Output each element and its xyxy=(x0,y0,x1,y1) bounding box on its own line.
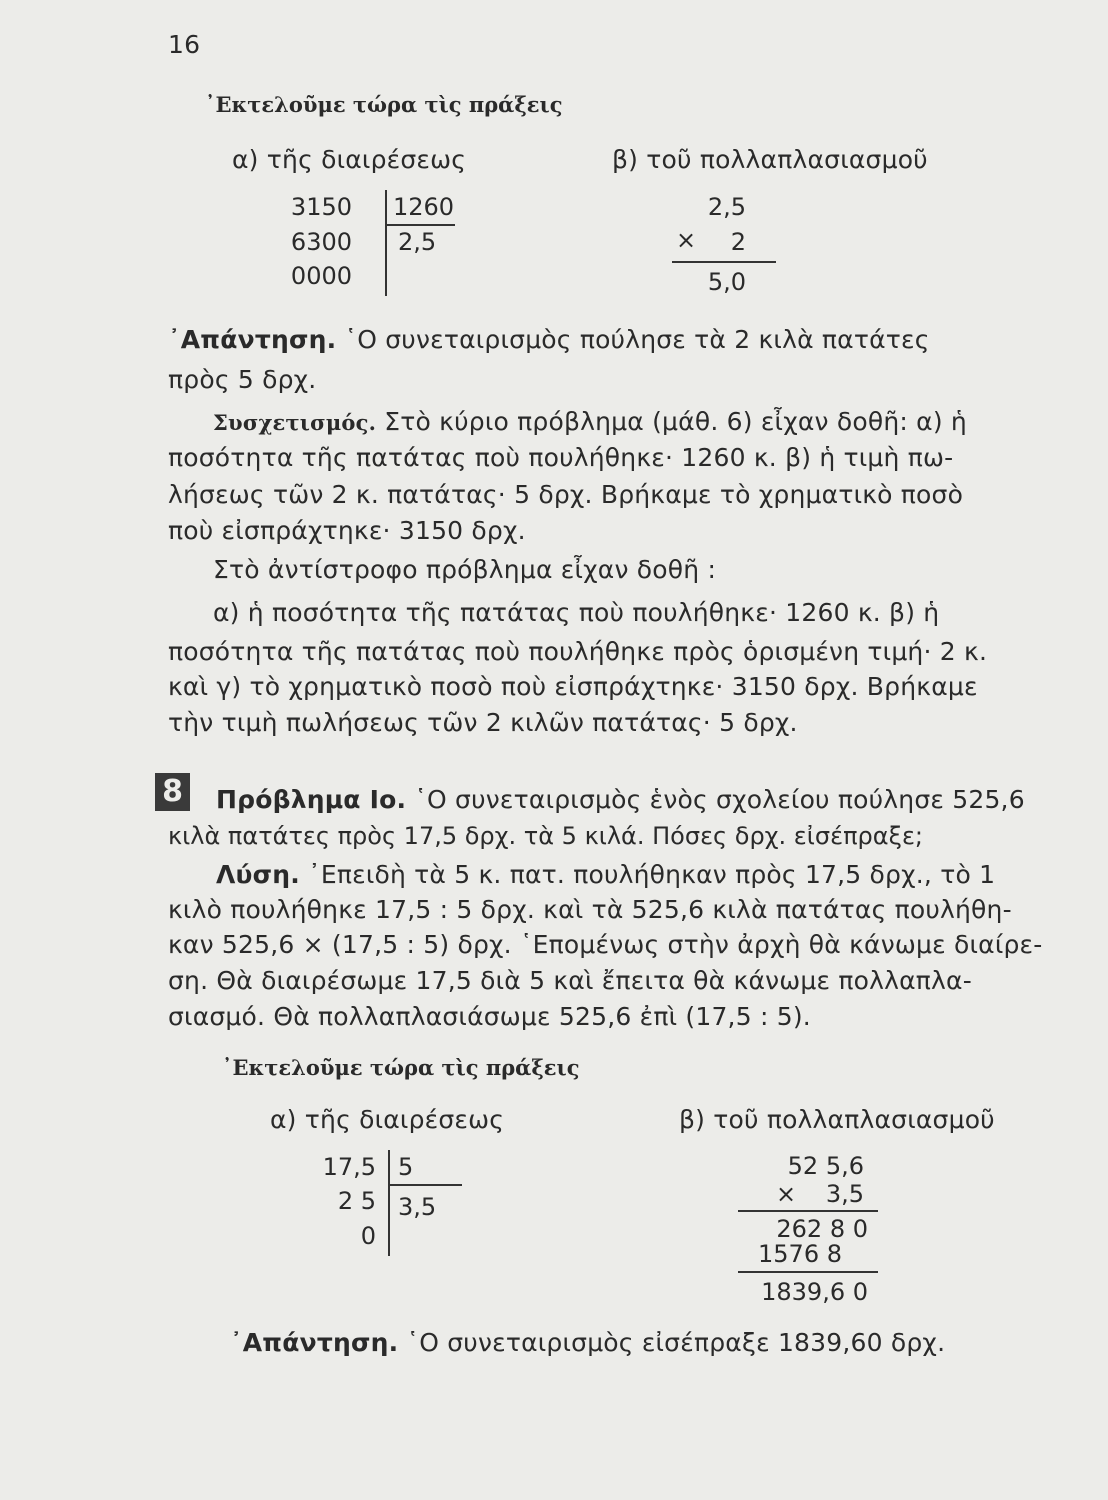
inverse-line3: καὶ γ) τὸ χρηματικὸ ποσὸ ποὺ εἰσπράχτηκε· 3150 δρχ. Βρήκαμε xyxy=(168,672,978,701)
answer1-line2: πρὸς 5 δρχ. xyxy=(168,365,317,394)
section-number-badge: 8 xyxy=(155,773,190,811)
solution-line5: σιασμό. Θὰ πολλαπλασιάσωμε 525,6 ἐπὶ (17,5 : 5). xyxy=(168,1002,811,1031)
multiplier: 3,5 xyxy=(825,1180,864,1208)
multiplication-label-2: β) τοῦ πολλαπλασιασμοῦ xyxy=(679,1105,995,1134)
times-sign: × xyxy=(776,1180,797,1208)
section1-heading: ᾿Εκτελοῦμε τώρα τὶς πράξεις xyxy=(205,92,563,117)
multiplicand: 2,5 xyxy=(707,193,746,221)
problem-text: ῾Ο συνεταιρισμὸς ἑνὸς σχολείου πούλησε 525,6 xyxy=(414,785,1025,814)
correlation-line3: λήσεως τῶν 2 κ. πατάτας· 5 δρχ. Βρήκαμε τὸ χρηματικὸ ποσὸ xyxy=(168,480,964,509)
division-label: α) τῆς διαιρέσεως xyxy=(232,145,467,174)
inverse-line4: τὴν τιμὴ πωλήσεως τῶν 2 κιλῶν πατάτας· 5 δρχ. xyxy=(168,708,798,737)
inverse-line1: α) ἡ ποσότητα τῆς πατάτας ποὺ πουλήθηκε· 1260 κ. β) ἡ xyxy=(213,598,940,627)
solution-line2: κιλὸ πουλήθηκε 17,5 : 5 δρχ. καὶ τὰ 525,6 κιλὰ πατάτας πουλήθη- xyxy=(168,895,1012,924)
division-label-2: α) τῆς διαιρέσεως xyxy=(270,1105,505,1134)
multiplier: 2 xyxy=(730,228,746,256)
divisor: 5 xyxy=(398,1153,414,1181)
multiplication-line xyxy=(738,1271,878,1273)
solution-text: ᾿Επειδὴ τὰ 5 κ. πατ. πουλήθηκαν πρὸς 17,5 δρχ., τὸ 1 xyxy=(308,860,996,889)
answer1-line1 xyxy=(168,325,930,354)
correlation-line1 xyxy=(213,407,967,436)
solution-line3: καν 525,6 × (17,5 : 5) δρχ. ῾Επομένως στὴν ἀρχὴ θὰ κάνωμε διαίρε- xyxy=(168,930,1043,959)
answer2-text: ῾Ο συνεταιρισμὸς εἰσέπραξε 1839,60 δρχ. xyxy=(406,1328,946,1357)
answer1-label: ᾿Απάντηση. xyxy=(168,325,337,354)
division-horizontal-line xyxy=(388,1184,462,1186)
answer2-label: ᾿Απάντηση. xyxy=(230,1328,399,1357)
correlation-line2: ποσότητα τῆς πατάτας ποὺ πουλήθηκε· 1260 κ. β) ἡ τιμὴ πω- xyxy=(168,443,954,472)
problem-line1 xyxy=(216,785,1025,814)
dividend-row: 6300 xyxy=(290,228,352,256)
division-horizontal-line xyxy=(385,224,455,226)
solution-line1 xyxy=(216,860,995,889)
times-sign: × xyxy=(676,226,697,254)
correlation-line4: ποὺ εἰσπράχτηκε· 3150 δρχ. xyxy=(168,516,526,545)
answer1-text: ῾Ο συνεταιρισμὸς πούλησε τὰ 2 κιλὰ πατάτες xyxy=(344,325,930,354)
dividend-row: 17,5 xyxy=(322,1153,376,1181)
multiplicand: 52 5,6 xyxy=(787,1152,864,1180)
inverse-intro: Στὸ ἀντίστροφο πρόβλημα εἶχαν δοθῆ : xyxy=(213,555,717,584)
page-number: 16 xyxy=(168,30,201,59)
product: 1839,6 0 xyxy=(761,1278,868,1306)
dividend-row: 3150 xyxy=(290,193,352,221)
solution-label: Λύση. xyxy=(216,860,300,889)
partial-product: 1576 8 xyxy=(758,1240,842,1268)
answer2-line xyxy=(230,1328,945,1357)
division-vertical-line xyxy=(388,1150,390,1256)
partial-product: 262 8 0 xyxy=(776,1215,868,1243)
multiplication-line xyxy=(738,1210,878,1212)
inverse-line2: ποσότητα τῆς πατάτας ποὺ πουλήθηκε πρὸς ὁρισμένη τιμή· 2 κ. xyxy=(168,637,988,666)
quotient: 3,5 xyxy=(398,1193,437,1221)
quotient: 2,5 xyxy=(398,228,437,256)
dividend-row: 0 xyxy=(360,1222,376,1250)
problem-line2: κιλὰ πατάτες πρὸς 17,5 δρχ. τὰ 5 κιλά. Πόσες δρχ. εἰσέπραξε; xyxy=(168,822,924,850)
multiplication-label: β) τοῦ πολλαπλασιασμοῦ xyxy=(612,145,928,174)
dividend-row: 2 5 xyxy=(337,1187,376,1215)
multiplication-line xyxy=(672,261,776,263)
correlation-label: Συσχετισμός. xyxy=(213,410,377,435)
divisor: 1260 xyxy=(393,193,455,221)
problem-label: Πρόβλημα Ιο. xyxy=(216,785,407,814)
solution-line4: ση. Θὰ διαιρέσωμε 17,5 διὰ 5 καὶ ἔπειτα θὰ κάνωμε πολλαπλα- xyxy=(168,966,972,995)
correlation-text: Στὸ κύριο πρόβλημα (μάθ. 6) εἶχαν δοθῆ: α) ἡ xyxy=(384,407,967,436)
dividend-row: 0000 xyxy=(290,262,352,290)
section2-heading: ᾿Εκτελοῦμε τώρα τὶς πράξεις xyxy=(222,1055,580,1080)
division-vertical-line xyxy=(385,190,387,296)
product: 5,0 xyxy=(707,268,746,296)
